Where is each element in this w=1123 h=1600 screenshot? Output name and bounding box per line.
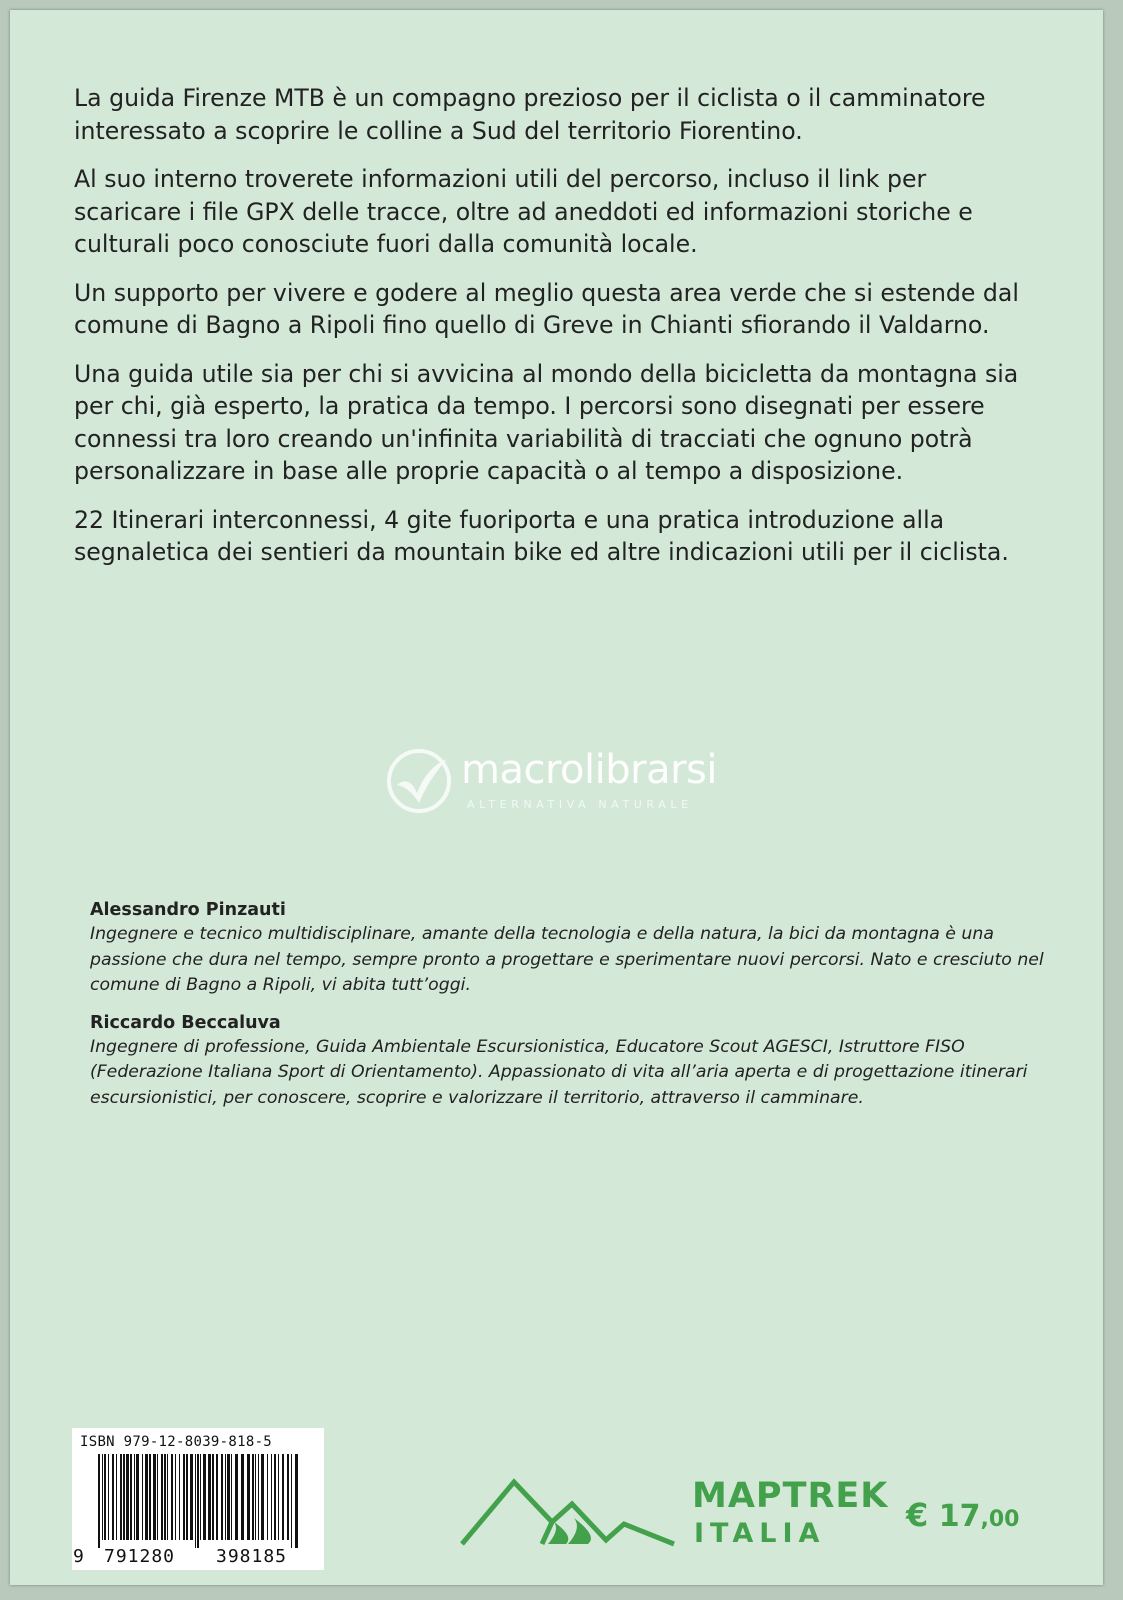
- barcode-digits: [72, 1546, 324, 1568]
- barcode-bar: [282, 1454, 284, 1540]
- barcode-bar: [227, 1454, 230, 1540]
- barcode-bar: [271, 1454, 272, 1540]
- barcode-bar: [261, 1454, 264, 1540]
- barcode-bar: [216, 1454, 218, 1540]
- barcode-bar: [278, 1454, 279, 1540]
- isbn-barcode: [72, 1428, 324, 1570]
- barcode-bar: [123, 1454, 125, 1540]
- barcode-bar: [247, 1454, 250, 1540]
- description-paragraph-2: Al suo interno troverete informazioni utili del percorso, incluso il link per scaricare i file GPX delle tracce, oltre ad aneddoti ed informazioni storiche e culturali poco conosciute fuori dalla comunità locale.: [74, 165, 973, 258]
- barcode-bar: [225, 1454, 226, 1540]
- barcode-bar: [186, 1454, 188, 1540]
- description-paragraph-3: Un supporto per vivere e godere al meglio questa area verde che si estende dal comune di Bagno a Ripoli fino quello di Greve in Chianti sfiorando il Valdarno.: [74, 278, 1019, 339]
- publisher-name-line2: ITALIA: [694, 1518, 826, 1549]
- back-cover: [10, 10, 1103, 1585]
- barcode-bar: [291, 1454, 292, 1548]
- author-entry: [90, 898, 1050, 999]
- price-label: [906, 1496, 1019, 1534]
- barcode-bar: [295, 1454, 298, 1548]
- barcode-bar: [164, 1454, 166, 1540]
- barcode-bar: [142, 1454, 143, 1540]
- barcode-bar: [153, 1454, 156, 1540]
- author-bio: Ingegnere e tecnico multidisciplinare, amante della tecnologia e della natura, la bici da montagna è una passione che dura nel tempo, sempre pronto a progettare e sperimentare nuovi percorsi. Nato e cresciuto nel comune di Bagno a Ripoli, vi abita tutt’oggi.: [90, 924, 1044, 995]
- barcode-bar: [157, 1454, 158, 1540]
- barcode-bar: [200, 1454, 201, 1540]
- barcode-bar: [197, 1454, 199, 1548]
- barcode-bar: [241, 1454, 244, 1540]
- isbn-number: ISBN 979-12-8039-818-5: [80, 1434, 273, 1450]
- barcode-bar: [267, 1454, 268, 1540]
- barcode-digit-first: 9: [73, 1546, 84, 1567]
- price-currency: €: [906, 1496, 929, 1534]
- barcode-bar: [149, 1454, 151, 1540]
- barcode-bar: [231, 1454, 232, 1540]
- author-bios: [90, 898, 1050, 1123]
- barcode-bar: [203, 1454, 206, 1540]
- barcode-bar: [108, 1454, 109, 1540]
- barcode-bar: [145, 1454, 148, 1540]
- barcode-bar: [274, 1454, 276, 1540]
- barcode-bar: [116, 1454, 117, 1540]
- mountain-logo-icon: [456, 1478, 680, 1550]
- price-decimal: ,00: [980, 1507, 1020, 1532]
- barcode-digits-left: 791280: [104, 1546, 176, 1567]
- barcode-bar: [102, 1454, 103, 1540]
- author-name: Alessandro Pinzauti: [90, 900, 286, 920]
- macrolibrarsi-watermark: [383, 745, 783, 825]
- leaf-logo-icon: [383, 745, 455, 817]
- barcode-bar: [98, 1454, 100, 1548]
- barcode-bar: [136, 1454, 139, 1540]
- description-paragraph-4: Una guida utile sia per chi si avvicina al mondo della bicicletta da montagna sia per chi, già esperto, la pratica da tempo. I percorsi sono disegnati per essere connessi tra loro creando un'infinita variabilità di tracciati che ognuno potrà personalizzare in base alle proprie capacità o al tempo a disposizione.: [74, 359, 1019, 485]
- publisher-logo: [456, 1454, 889, 1554]
- barcode-bar: [104, 1454, 106, 1540]
- author-bio: Ingegnere di professione, Guida Ambientale Escursionistica, Educatore Scout AGESCI, Istruttore FISO (Federazione Italiana Sport di Orientamento). Appassionato di vita all’aria aperta e di progettazione itinerari escursionistici, per conoscere, scoprire e valorizzare il territorio, attraverso il camminare.: [90, 1036, 1028, 1108]
- author-name: Riccardo Beccaluva: [90, 1012, 281, 1033]
- publisher-name-line1: MAPTREK: [692, 1476, 889, 1516]
- barcode-bars: [82, 1454, 314, 1548]
- barcode-bar: [255, 1454, 256, 1540]
- barcode-bar: [179, 1454, 180, 1540]
- barcode-bar: [120, 1454, 122, 1540]
- author-entry: [90, 1011, 1050, 1112]
- barcode-bar: [126, 1454, 129, 1540]
- barcode-bar: [112, 1454, 114, 1540]
- barcode-bar: [287, 1454, 289, 1540]
- barcode-bar: [167, 1454, 168, 1540]
- barcode-bar: [175, 1454, 176, 1540]
- barcode-bar: [212, 1454, 214, 1540]
- barcode-bar: [195, 1454, 196, 1548]
- barcode-bar: [221, 1454, 223, 1540]
- barcode-bar: [161, 1454, 163, 1540]
- description-paragraph-5: 22 Itinerari interconnessi, 4 gite fuoriporta e una pratica introduzione alla segnaletica dei sentieri da mountain bike ed altre indicazioni utili per il ciclista.: [74, 505, 1009, 566]
- watermark-name: macrolibrarsi: [461, 747, 717, 793]
- price-integer: 17: [938, 1499, 981, 1534]
- barcode-bar: [258, 1454, 259, 1540]
- barcode-bar: [208, 1454, 211, 1540]
- barcode-bar: [183, 1454, 185, 1540]
- watermark-tagline: ALTERNATIVA NATURALE: [467, 798, 693, 811]
- book-description: [74, 82, 1034, 585]
- barcode-bar: [252, 1454, 254, 1540]
- barcode-bar: [130, 1454, 132, 1540]
- barcode-digits-right: 398185: [216, 1546, 288, 1567]
- barcode-bar: [171, 1454, 173, 1540]
- barcode-bar: [190, 1454, 193, 1540]
- barcode-bar: [235, 1454, 238, 1540]
- description-paragraph-1: La guida Firenze MTB è un compagno prezioso per il ciclista o il camminatore interessato a scoprire le colline a Sud del territorio Fiorentino.: [74, 84, 986, 145]
- barcode-bar: [134, 1454, 135, 1540]
